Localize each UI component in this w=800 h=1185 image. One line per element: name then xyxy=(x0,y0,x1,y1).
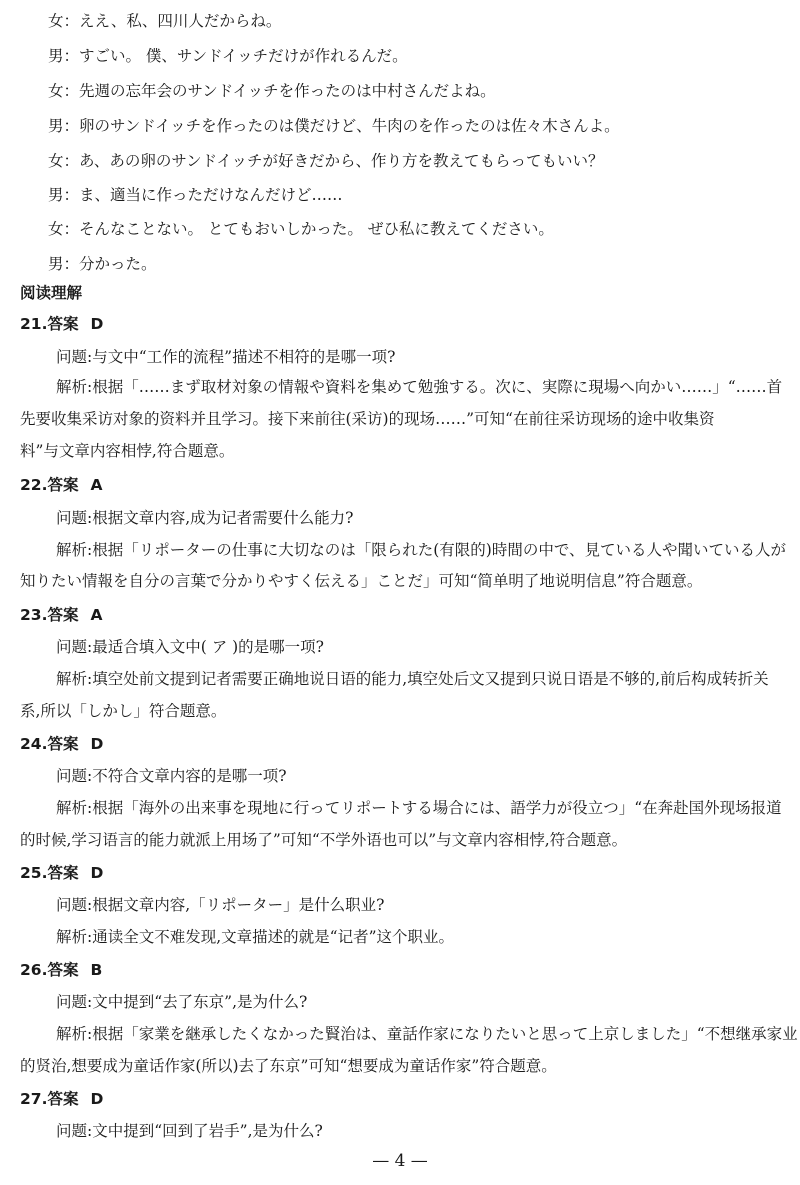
question-number: 24. xyxy=(20,735,48,753)
analysis-line: 先要收集采访对象的资料并且学习。接下来前往(采访)的现场……”可知“在前往采访现场的途中收集资 xyxy=(20,410,715,428)
analysis-line: 的贤治,想要成为童话作家(所以)去了东京”可知“想要成为童话作家”符合题意。 xyxy=(20,1057,557,1075)
section-title: 阅读理解 xyxy=(20,283,83,302)
answer-row xyxy=(20,959,102,981)
question-text: 问题:最适合填入文中( ア )的是哪一项? xyxy=(56,638,324,656)
answer-label: 答案 xyxy=(47,606,79,624)
answer-value: D xyxy=(90,864,104,882)
question-number: 21. xyxy=(20,315,48,333)
analysis-line: 料”与文章内容相悖,符合题意。 xyxy=(20,442,235,460)
question-number: 27. xyxy=(20,1090,48,1108)
answer-row xyxy=(20,313,103,335)
dialogue-line: 女：そんなことない。 とてもおいしかった。 ぜひ私に教えてください。 xyxy=(48,220,554,238)
analysis-line: 解析:根据「リポーターの仕事に大切なのは「限られた(有限的)時間の中で、見ている人や聞いている人が xyxy=(56,541,787,559)
question-number: 22. xyxy=(20,476,48,494)
analysis-line: 知りたい情報を自分の言葉で分かりやすく伝える」ことだ」可知“简单明了地说明信息”符合题意。 xyxy=(20,572,703,590)
answer-value: A xyxy=(90,476,103,494)
answer-value: A xyxy=(90,606,103,624)
question-number: 26. xyxy=(20,961,48,979)
question-text: 问题:根据文章内容,「リポーター」是什么职业? xyxy=(56,896,385,914)
answer-label: 答案 xyxy=(47,735,79,753)
analysis-line: 解析:通读全文不难发现,文章描述的就是“记者”这个职业。 xyxy=(56,928,454,946)
analysis-line: 解析:填空处前文提到记者需要正确地说日语的能力,填空处后文又提到只说日语是不够的,前后构成转折关 xyxy=(56,670,769,688)
dialogue-line: 男：卵のサンドイッチを作ったのは僕だけど、牛肉のを作ったのは佐々木さんよ。 xyxy=(48,117,620,135)
analysis-line: 系,所以「しかし」符合题意。 xyxy=(20,702,227,720)
answer-label: 答案 xyxy=(47,864,79,882)
analysis-line: 解析:根据「……まず取材対象の情報や資料を集めて勉強する。次に、実際に現場へ向かい……」“……首 xyxy=(56,378,783,396)
question-text: 问题:与文中“工作的流程”描述不相符的是哪一项? xyxy=(56,348,396,366)
dialogue-line: 女：先週の忘年会のサンドイッチを作ったのは中村さんだよね。 xyxy=(48,82,496,100)
answer-label: 答案 xyxy=(47,315,79,333)
analysis-line: 解析:根据「海外の出来事を現地に行ってリポートする場合には、語学力が役立つ」“在奔赴国外现场报道 xyxy=(56,799,782,817)
analysis-line: 解析:根据「家業を継承したくなかった賢治は、童話作家になりたいと思って上京しました」“不想继承家业 xyxy=(56,1025,798,1043)
page-number: — 4 — xyxy=(372,1151,428,1171)
question-number: 23. xyxy=(20,606,48,624)
dialogue-line: 男：ま、適当に作っただけなんだけど…… xyxy=(48,186,343,204)
dialogue-line: 男：すごい。 僕、サンドイッチだけが作れるんだ。 xyxy=(48,47,408,65)
answer-label: 答案 xyxy=(47,1090,79,1108)
dialogue-line: 女：ええ、私、四川人だからね。 xyxy=(48,12,282,30)
answer-label: 答案 xyxy=(47,476,79,494)
answer-label: 答案 xyxy=(47,961,79,979)
analysis-line: 的时候,学习语言的能力就派上用场了”可知“不学外语也可以”与文章内容相悖,符合题意。 xyxy=(20,831,628,849)
answer-value: D xyxy=(90,735,104,753)
question-text: 问题:根据文章内容,成为记者需要什么能力? xyxy=(56,509,354,527)
dialogue-line: 女：あ、あの卵のサンドイッチが好きだから、作り方を教えてもらってもいい？ xyxy=(48,152,604,170)
question-number: 25. xyxy=(20,864,48,882)
answer-value: D xyxy=(90,1090,104,1108)
question-text: 问题:文中提到“回到了岩手”,是为什么? xyxy=(56,1122,323,1140)
question-text: 问题:不符合文章内容的是哪一项? xyxy=(56,767,287,785)
answer-value: D xyxy=(90,315,104,333)
answer-row xyxy=(20,862,103,884)
answer-row xyxy=(20,474,102,496)
question-text: 问题:文中提到“去了东京”,是为什么? xyxy=(56,993,308,1011)
dialogue-line: 男：分かった。 xyxy=(48,255,157,273)
answer-row xyxy=(20,733,103,755)
answer-value: B xyxy=(90,961,103,979)
answer-row xyxy=(20,604,102,626)
answer-row xyxy=(20,1088,103,1110)
